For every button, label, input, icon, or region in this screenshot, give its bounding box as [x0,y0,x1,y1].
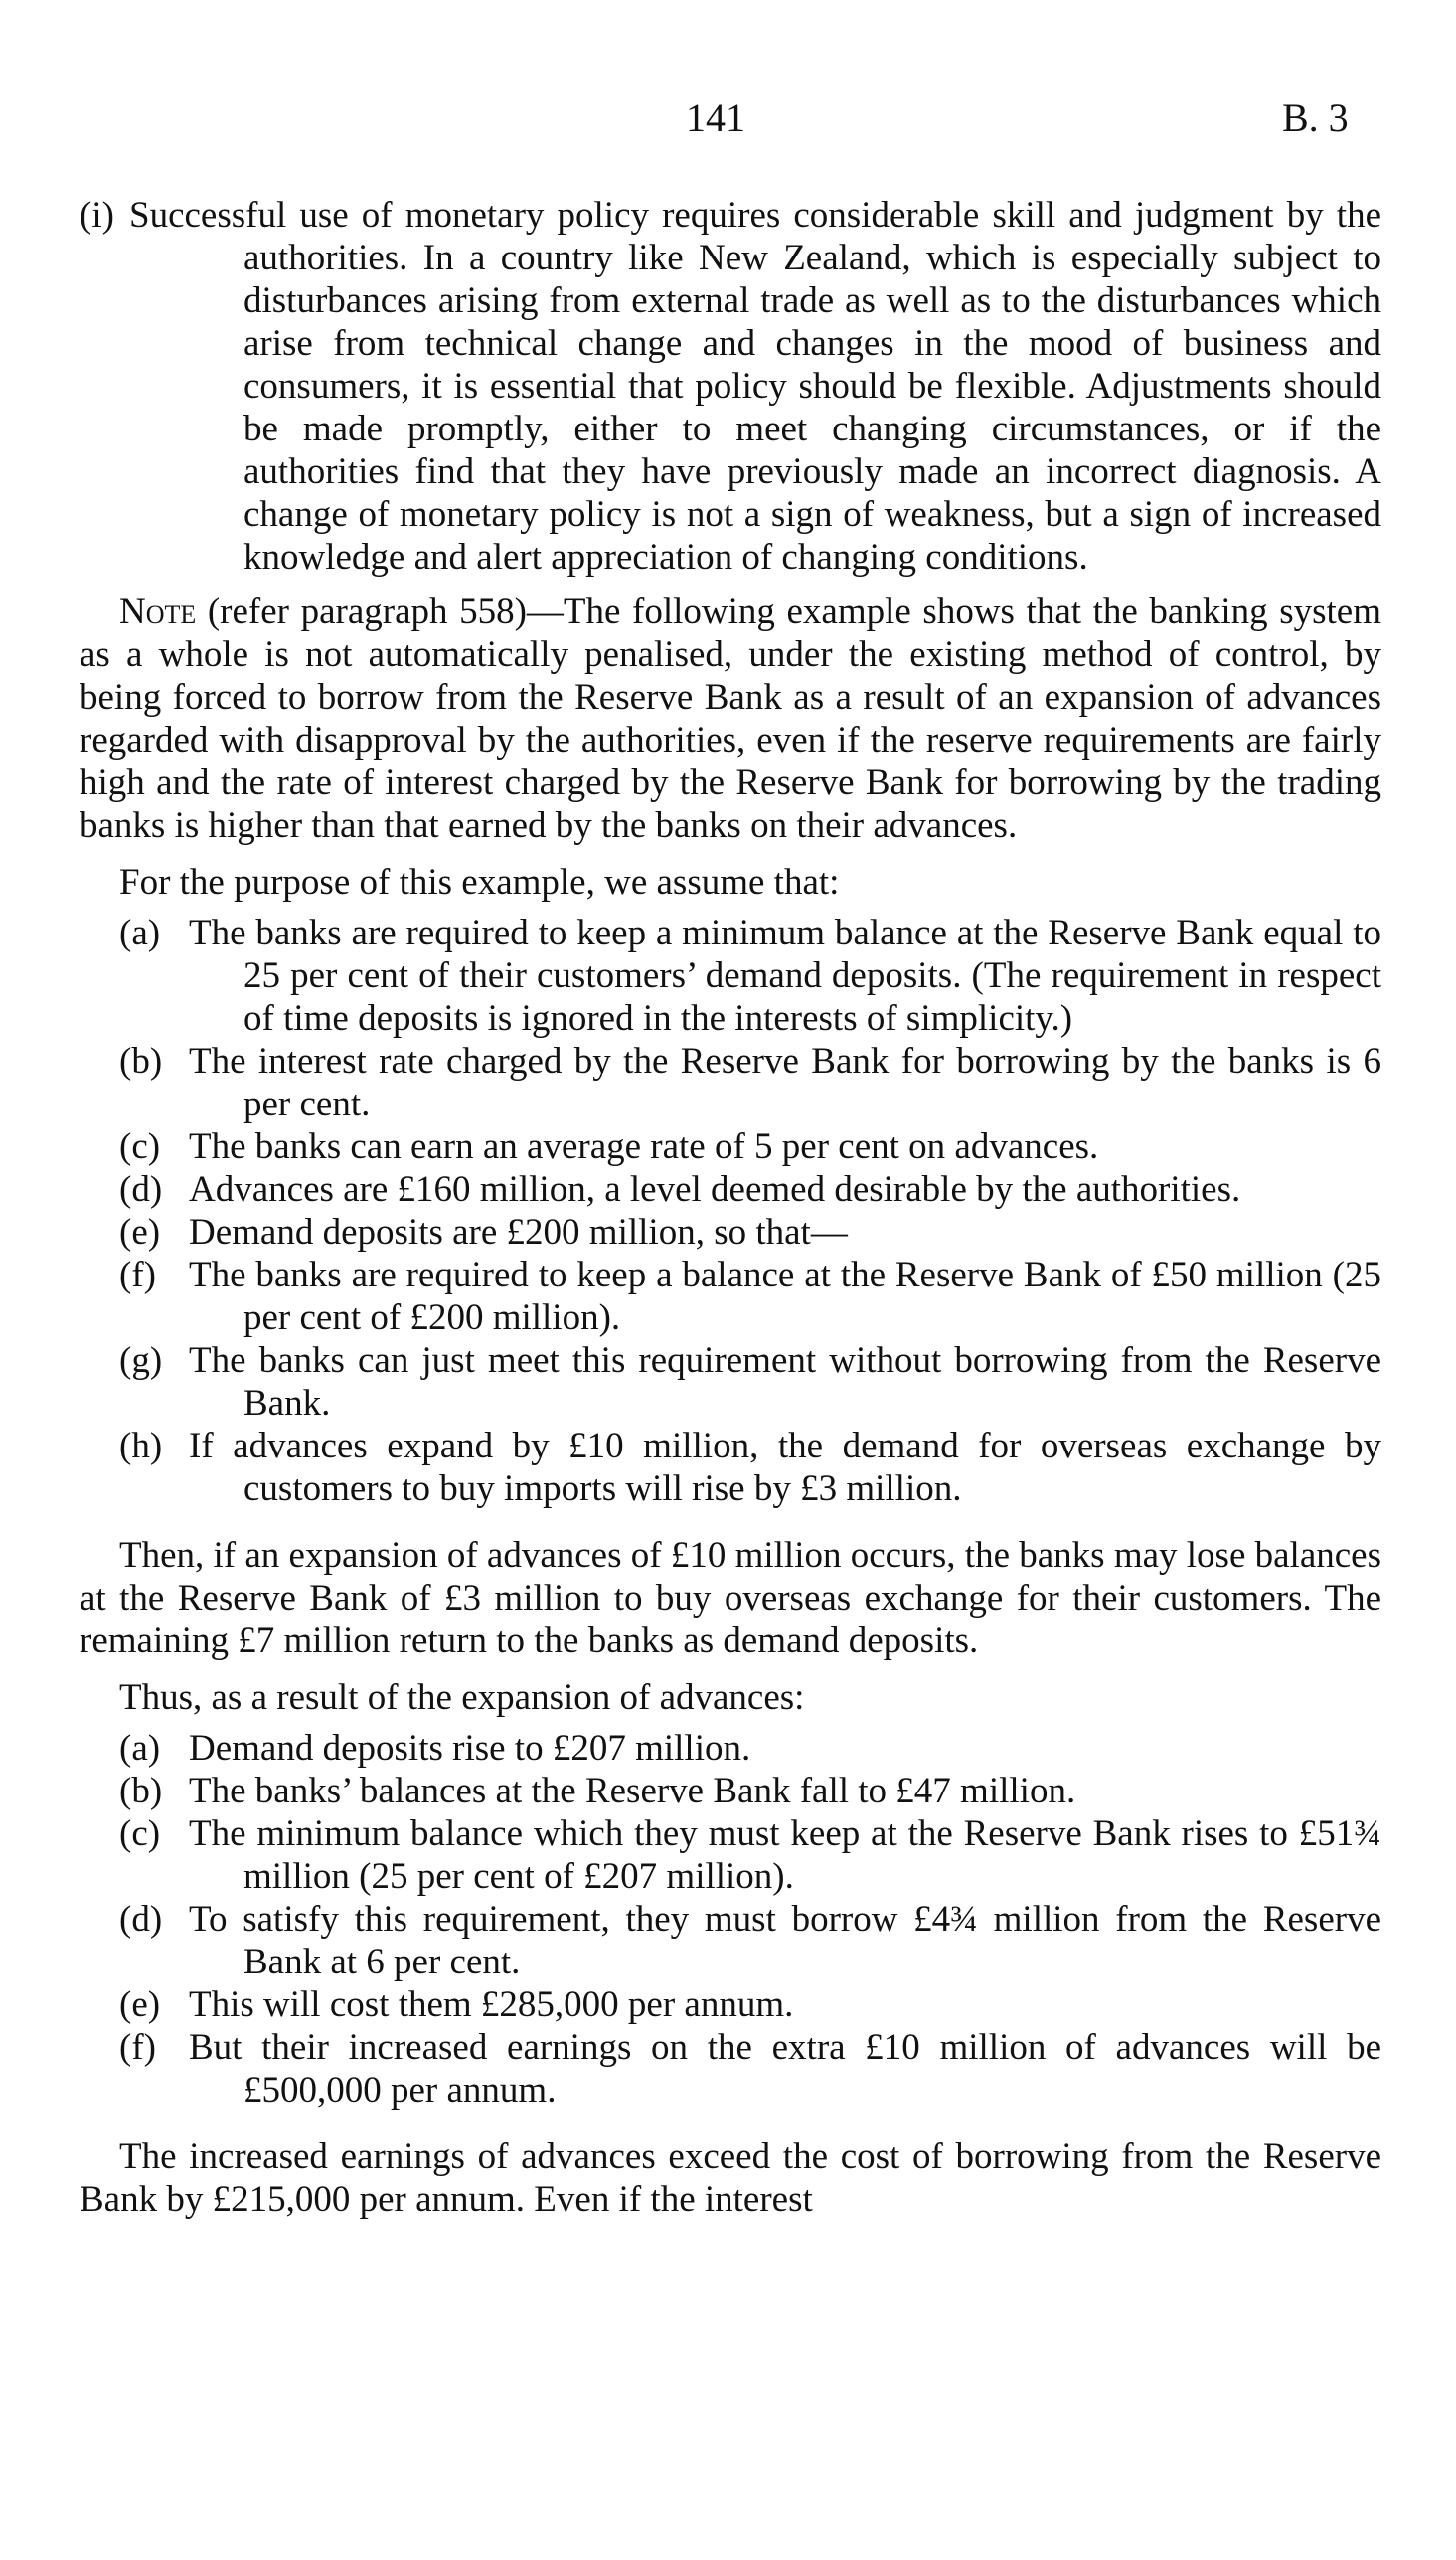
list-item: (g) The banks can just meet this requirement without borrowing from the Reserve Bank. [119,1340,1381,1424]
assumptions-list [80,912,1381,1510]
list-item: (f) The banks are required to keep a balance at the Reserve Bank of £50 million (25 per cent of £200 million). [119,1255,1381,1338]
then-paragraph: Then, if an expansion of advances of £10 million occurs, the banks may lose balances at the Reserve Bank of £3 million to buy overseas exchange for their customers. The remaining £7 million return to the banks as demand deposits. [80,1535,1381,1661]
list-item: (e) Demand deposits are £200 million, so that— [119,1212,848,1253]
list-item: (d) Advances are £160 million, a level deemed desirable by the authorities. [119,1169,1241,1210]
page-header [0,94,1456,154]
list-item: (c) The banks can earn an average rate of 5 per cent on advances. [119,1126,1099,1167]
page-number: 141 [686,95,745,140]
list-item: (f) But their increased earnings on the extra £10 million of advances will be £500,000 per annum. [119,2027,1381,2111]
list-item: (d) To satisfy this requirement, they must borrow £4¾ million from the Reserve Bank at 6 per cent. [119,1899,1381,1982]
document-reference: B. 3 [1282,95,1349,140]
results-list [80,1727,1381,2112]
list-item: (a) The banks are required to keep a minimum balance at the Reserve Bank equal to 25 per cent of their customers’ demand deposits. (The requirement in respect of time deposits is ignored in the interests of simplicity.) [119,913,1381,1039]
final-paragraph: The increased earnings of advances exceed the cost of borrowing from the Reserve Bank by £215,000 per annum. Even if the interest [80,2136,1381,2220]
paragraph-text: Successful use of monetary policy requires considerable skill and judgment by the authorities. In a country like New Zealand, which is especially subject to disturbances arising from external trade as well as to the disturbances which arise from technical change and changes in the mood of business and consumers, it is essential that policy should be flexible. Adjustments should be made promptly, either to meet changing circumstances, or if the authorities find that they have previously made an incorrect diagnosis. A change of monetary policy is not a sign of weakness, but a sign of increased knowledge and alert appreciation of changing conditions. [129,195,1381,578]
list-item: (c) The minimum balance which they must keep at the Reserve Bank rises to £51¾ million (25 per cent of £207 million). [119,1813,1381,1897]
page-body [80,194,1381,2221]
paragraph-label: (i) [80,195,114,236]
list-item: (b) The banks’ balances at the Reserve Bank fall to £47 million. [119,1771,1076,1811]
results-intro: Thus, as a result of the expansion of advances: [119,1677,805,1718]
note-lead: Note [119,592,197,632]
note-paragraph [80,591,1381,847]
note-text: (refer paragraph 558)—The following example shows that the banking system as a whole is not automatically penalised, under the existing method of control, by being forced to borrow from the Reserve Bank as a result of an expansion of advances regarded with disapproval by the authorities, even if the reserve requirements are fairly high and the rate of interest charged by the Reserve Bank for borrowing by the trading banks is higher than that earned by the banks on their advances. [80,592,1381,846]
list-item: (e) This will cost them £285,000 per annum. [119,1984,794,2025]
list-item: (a) Demand deposits rise to £207 million. [119,1728,751,1769]
list-item: (b) The interest rate charged by the Reserve Bank for borrowing by the banks is 6 per cent. [119,1041,1381,1124]
list-item: (h) If advances expand by £10 million, the demand for overseas exchange by customers to buy imports will rise by £3 million. [119,1426,1381,1509]
paragraph-i [80,194,1381,579]
assumptions-intro: For the purpose of this example, we assume that: [119,862,840,903]
